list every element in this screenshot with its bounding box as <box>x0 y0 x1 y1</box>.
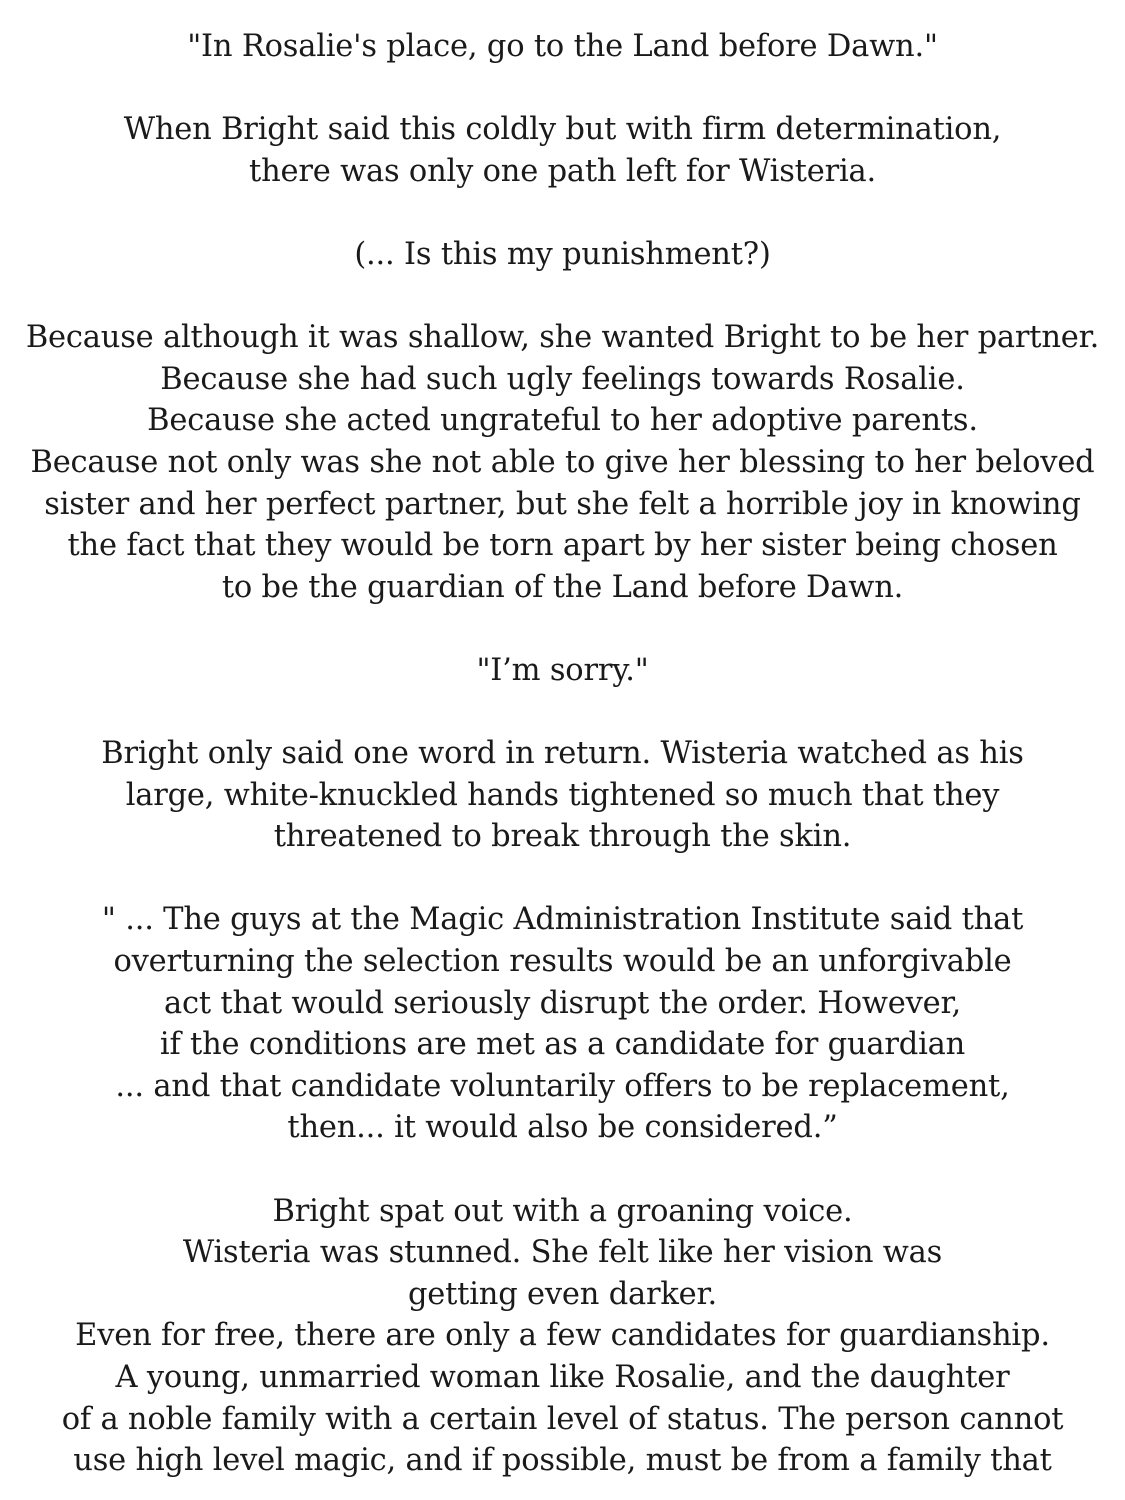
text-line: Wisteria was stunned. She felt like her vision was <box>182 1235 943 1271</box>
text-line: Bright spat out with a groaning voice. <box>272 1193 853 1229</box>
text-line: "I’m sorry." <box>476 652 649 688</box>
story-page <box>0 26 1125 1482</box>
paragraph-institute-quote <box>0 899 1125 1149</box>
text-line: Bright only said one word in return. Wisteria watched as his <box>101 736 1024 772</box>
text-line: to be the guardian of the Land before Dawn. <box>221 569 904 605</box>
paragraph-im-sorry <box>0 650 1125 692</box>
text-line: large, white-knuckled hands tightened so much that they <box>125 777 1000 813</box>
text-line: sister and her perfect partner, but she felt a horrible joy in knowing <box>44 486 1081 522</box>
text-line: Even for free, there are only a few candidates for guardianship. <box>75 1318 1050 1354</box>
text-line: the fact that they would be torn apart by her sister being chosen <box>67 528 1058 564</box>
paragraph-because-list <box>0 317 1125 608</box>
paragraph-bright-determination <box>0 109 1125 192</box>
text-line: threatened to break through the skin. <box>273 819 852 855</box>
text-line: ... and that candidate voluntarily offers to be replacement, <box>115 1068 1010 1104</box>
text-line: " ... The guys at the Magic Administration Institute said that <box>101 902 1024 938</box>
text-line: overturning the selection results would be an unforgivable <box>113 944 1012 980</box>
text-line: Because she acted ungrateful to her adoptive parents. <box>147 403 978 439</box>
text-line: if the conditions are met as a candidate for guardian <box>159 1027 966 1063</box>
text-line: (... Is this my punishment?) <box>354 236 771 272</box>
text-line: there was only one path left for Wisteria. <box>249 153 876 189</box>
paragraph-bright-reply <box>0 733 1125 858</box>
paragraph-guardianship-candidates <box>0 1191 1125 1482</box>
text-line: "In Rosalie's place, go to the Land before Dawn." <box>187 29 938 64</box>
text-line: Because she had such ugly feelings towards Rosalie. <box>160 361 965 397</box>
text-line: use high level magic, and if possible, must be from a family that <box>73 1443 1052 1479</box>
text-line: of a noble family with a certain level of status. The person cannot <box>61 1401 1064 1437</box>
text-line: A young, unmarried woman like Rosalie, and the daughter <box>115 1360 1010 1395</box>
text-line: act that would seriously disrupt the order. However, <box>163 985 962 1021</box>
text-line: Because although it was shallow, she wanted Bright to be her partner. <box>25 320 1100 356</box>
text-line: getting even darker. <box>407 1276 718 1312</box>
text-line: When Bright said this coldly but with firm determination, <box>123 112 1002 148</box>
text-line: then... it would also be considered.” <box>287 1110 838 1146</box>
paragraph-rosalie-place <box>0 26 1125 68</box>
paragraph-punishment-thought <box>0 234 1125 276</box>
text-line: Because not only was she not able to give her blessing to her beloved <box>30 444 1095 480</box>
